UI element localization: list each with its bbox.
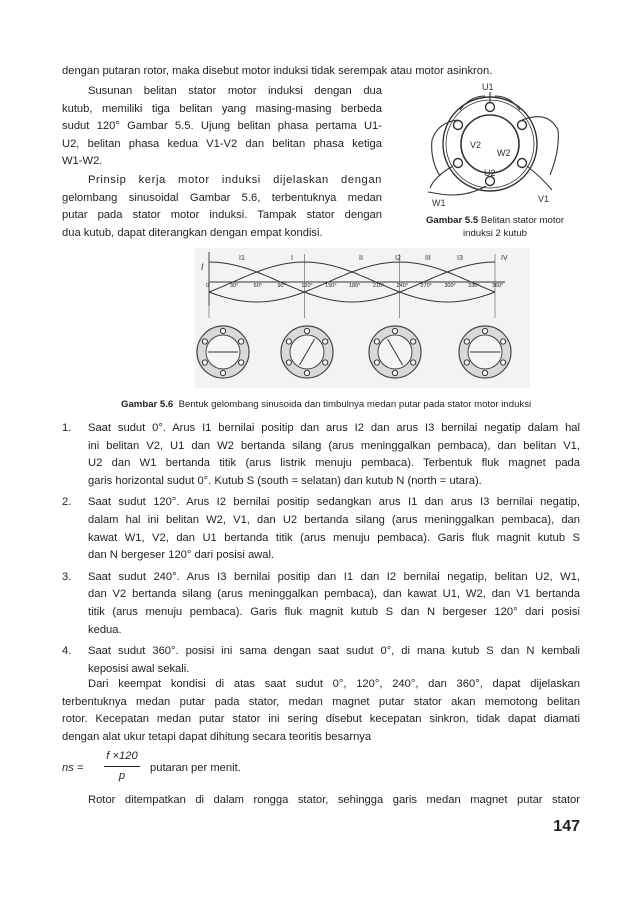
angle-label: 30° <box>229 283 239 289</box>
wave-label-i2: I2 <box>395 255 401 262</box>
synchronous-speed-formula: ns = f ×120 p putaran per menit. <box>62 750 241 782</box>
label-u1: U1 <box>482 82 494 92</box>
fraction-bar <box>104 766 140 767</box>
para1-line-5: W1-W2. <box>62 155 103 168</box>
angle-label: 150° <box>325 283 337 289</box>
wave-label-i3: I3 <box>457 255 463 262</box>
zone-label-4: IV <box>501 255 508 262</box>
para2-line-2: gelombang sinusoidal Gambar 5.6, terbentuknya medan <box>62 191 382 204</box>
page-number: 147 <box>553 818 580 835</box>
angle-label: 90° <box>277 283 286 289</box>
paragraph-rotor: Rotor ditempatkan di dalam rongga stator, sehingga garis medan magnet putar stator <box>88 794 580 806</box>
angle-label: 330° <box>468 283 480 289</box>
angle-label: 210° <box>372 283 385 289</box>
intro-line: dengan putaran rotor, maka disebut motor induksi tidak serempak atau motor asinkron. <box>62 65 493 77</box>
label-v1: V1 <box>538 194 550 204</box>
para2-line-4: dua kutub, dapat diterangkan dengan empat kondisi. <box>62 226 323 239</box>
para1-line-1: Susunan belitan stator motor induksi dengan dua <box>88 85 382 97</box>
angle-label: 360° <box>492 283 504 289</box>
angle-label: 240° <box>396 283 409 289</box>
angle-label: 270° <box>420 283 432 289</box>
stator-diagram-1 <box>197 326 249 378</box>
paragraph-working-principle <box>62 172 382 242</box>
para2-line-1: Prinsip kerja motor induksi dijelaskan dengan <box>88 174 382 186</box>
condition-list <box>62 420 580 682</box>
para1-line-3: sudut 120° Gambar 5.5. Ujung belitan phasa pertama U1- <box>62 120 382 133</box>
paragraph-stator-winding <box>62 83 382 171</box>
stator-diagram-3 <box>369 326 421 378</box>
paragraph-rotating-field: Dari keempat kondisi di atas saat sudut 0°, 120°, 240°, dan 360°, dapat dijelaskan terbentuknya medan putar pada stator, medan magnet putar stator akan memotong belitan rotor. Kecepatan medan putar stator ini sering disebut kecepatan sinkron, tidak dapat diamati dengan alat ukur tetapi dapat dihitung secara teoritis besarnya <box>62 678 580 743</box>
wave-label-i1: I1 <box>239 255 245 262</box>
figure-5-5-stator-winding <box>410 80 575 210</box>
zone-label-2: II <box>359 255 363 262</box>
list-item: 4. Saat sudut 360°. posisi ini sama dengan saat sudut 0°, di mana kutub S dan N kembali keposisi awal sekali. <box>62 645 580 675</box>
angle-label: 120° <box>301 283 313 289</box>
para1-line-4: U2, belitan phasa kedua V1-V2 dan belitan phasa ketiga <box>62 137 382 150</box>
zone-label-1: I <box>291 255 293 262</box>
angle-label: 0 <box>206 283 210 289</box>
label-w2: W2 <box>497 148 511 158</box>
label-w1: W1 <box>432 198 446 208</box>
para2-line-3: putar pada stator motor induksi. Tampak stator dengan <box>62 209 382 222</box>
current-axis-label: I <box>201 262 204 272</box>
angle-label: 300° <box>444 283 456 289</box>
figure-5-6-rotating-field <box>195 248 530 388</box>
label-u2: U2 <box>484 168 496 178</box>
stator-diagram-2 <box>281 326 333 378</box>
para1-line-2: kutub, memiliki tiga belitan yang masing-masing berbeda <box>62 102 382 115</box>
angle-label: 60° <box>253 283 262 289</box>
figure-5-6-caption: Gambar 5.6 Bentuk gelombang sinusoida dan timbulnya medan putar pada stator motor induksi <box>121 399 532 410</box>
stator-diagram-4 <box>459 326 511 378</box>
angle-label: 180° <box>349 283 361 289</box>
label-v2: V2 <box>470 140 482 150</box>
list-item: 1. Saat sudut 0°. Arus I1 bernilai positip dan arus I2 dan arus I3 bernilai negatip dalam hal ini belitan V2, U1 dan W2 bertanda silang (arus meninggalkan pembaca), dan belitan V1, U2 dan W1 bertanda titik (arus listrik menuju pembaca). Terbentuk fluk magnet pada garis horizontal sudut 0°. Kutub S (south = selatan) dan kutub N (north = utara). <box>62 422 580 487</box>
zone-label-3: III <box>425 255 431 262</box>
list-item: 3. Saat sudut 240°. Arus I3 bernilai positip dan I1 dan I2 bernilai negatip, belitan U2, W1, dan V2 bertanda silang (arus meninggalkan pembaca), dan kawat U1, W2, dan V1 bertanda titik (arus menuju pembaca). Garis fluk magnit kutub S dan N bergeser 120° dari posisi kedua. <box>62 570 580 636</box>
figure-5-5-caption: Gambar 5.5 Belitan stator motor induksi 2 kutub <box>425 215 565 239</box>
list-item: 2. Saat sudut 120°. Arus I2 bernilai positip sedangkan arus I1 dan arus I3 bernilai negatip, dalam hal ini belitan W2, V1, dan U2 bertanda silang (arus meninggalkan pembaca), dan kawat W1, V2, dan U1 bertanda titik (arus menuju pembaca). Garis fluk magnit kutub S dan N bergeser 120° dari posisi awal. <box>62 496 580 562</box>
